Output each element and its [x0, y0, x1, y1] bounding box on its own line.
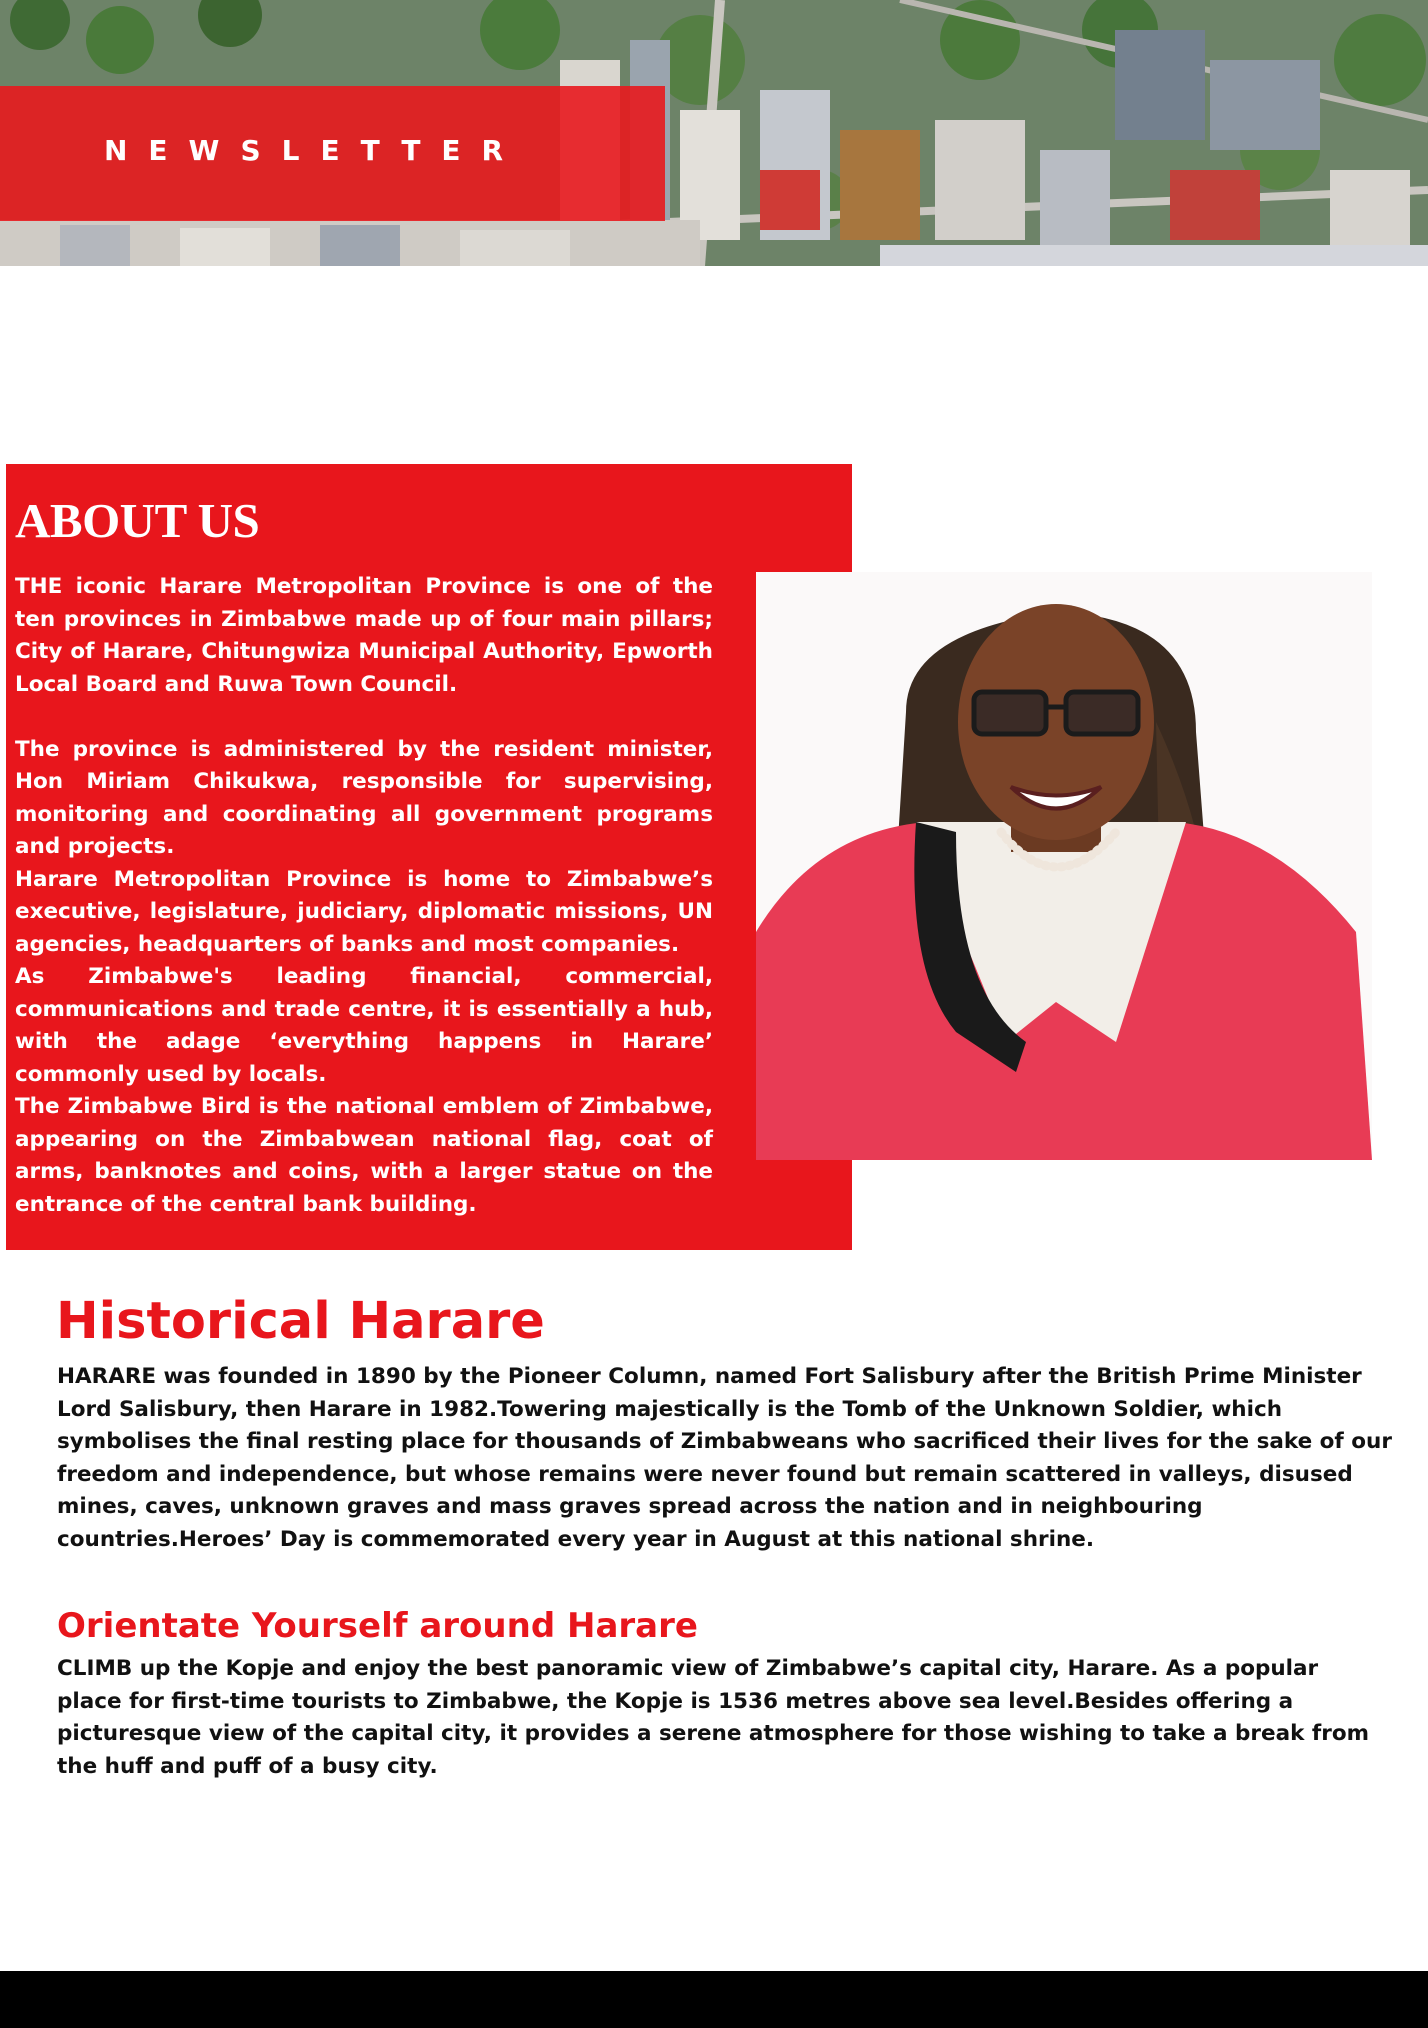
about-us-body	[15, 571, 713, 1221]
footer-bar	[0, 1971, 1428, 2028]
paragraph-spacer	[15, 701, 713, 734]
orientate-body: CLIMB up the Kopje and enjoy the best panoramic view of Zimbabwe’s capital city, Harare. As a popular place for first-time tourists to Zimbabwe, the Kopje is 1536 metres above sea level.Besides offering a picturesque view of the capital city, it provides a serene atmosphere for those wishing to take a break from the huff and puff of a busy city.	[57, 1656, 1370, 1779]
orientate-heading: Orientate Yourself around Harare	[57, 1606, 698, 1646]
about-us-heading: ABOUT US	[15, 493, 260, 548]
historical-harare-body: HARARE was founded in 1890 by the Pioneer Column, named Fort Salisbury after the British Prime Minister Lord Salisbury, then Harare in 1982.Towering majestically is the Tomb of the Unknown Soldier, which symbolises the final resting place for thousands of Zimbabweans who sacrificed their lives for the sake of our freedom and independence, but whose remains were never found but remain scattered in valleys, disused mines, caves, unknown graves and mass graves spread across the nation and in neighbouring countries.Heroes’ Day is commemorated every year in August at this national shrine.	[57, 1364, 1392, 1552]
minister-photo	[756, 572, 1372, 1160]
about-paragraph-1: THE iconic Harare Metropolitan Province is one of the ten provinces in Zimbabwe made up of four main pillars; City of Harare, Chitungwiza Municipal Authority, Epworth Local Board and Ruwa Town Council.	[15, 574, 713, 697]
about-paragraph-3: Harare Metropolitan Province is home to Zimbabwe’s executive, legislature, judiciary, diplomatic missions, UN agencies, headquarters of banks and most companies.	[15, 866, 713, 957]
historical-harare-heading: Historical Harare	[56, 1292, 545, 1351]
about-paragraph-2: The province is administered by the resident minister, Hon Miriam Chikukwa, responsible for supervising, monitoring and coordinating all government programs and projects.	[15, 736, 713, 859]
about-paragraph-5: The Zimbabwe Bird is the national emblem of Zimbabwe, appearing on the Zimbabwean national flag, coat of arms, banknotes and coins, with a larger statue on the entrance of the central bank building.	[15, 1094, 713, 1217]
minister-portrait-image	[756, 572, 1372, 1160]
about-paragraph-4: As Zimbabwe's leading financial, commercial, communications and trade centre, it is essentially a hub, with the adage ‘everything happens in Harare’ commonly used by locals.	[15, 964, 713, 1087]
newsletter-label: NEWSLETTER	[104, 134, 525, 167]
header-banner	[0, 0, 1428, 266]
